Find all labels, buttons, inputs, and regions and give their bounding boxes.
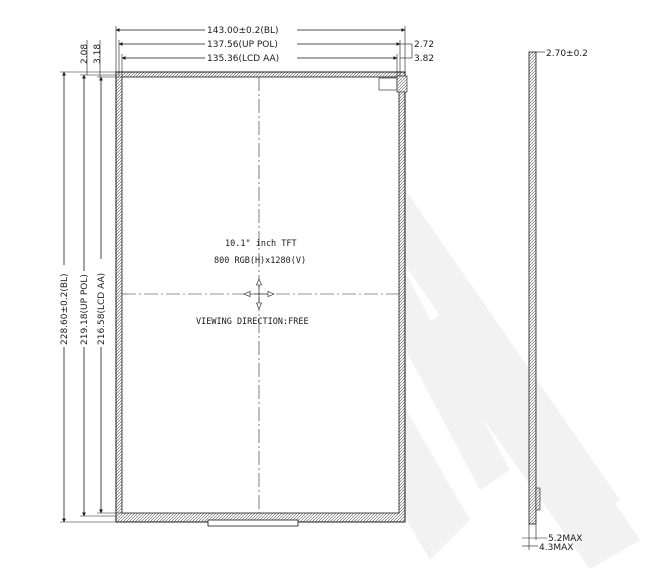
bl-width-label: 143.00±0.2(BL) bbox=[207, 26, 279, 36]
top-offset-1-label: 2.08 bbox=[80, 43, 90, 64]
right-offset-2-label: 3.82 bbox=[414, 54, 435, 64]
bl-height-label: 228.60±0.2(BL) bbox=[60, 273, 70, 345]
height-dimensions bbox=[58, 40, 122, 522]
viewing-direction-label: VIEWING DIRECTION:FREE bbox=[196, 317, 309, 327]
panel-size-label: 10.1" inch TFT bbox=[225, 239, 297, 249]
pol-height-label: 219.18(UP POL) bbox=[80, 274, 90, 345]
top-offset-2-label: 3.18 bbox=[93, 43, 103, 64]
pol-width-label: 137.56(UP POL) bbox=[207, 40, 278, 50]
front-view bbox=[116, 72, 407, 526]
width-dimensions bbox=[116, 24, 434, 77]
side-max-1-label: 5.2MAX bbox=[548, 534, 583, 544]
right-offset-1-label: 2.72 bbox=[414, 40, 435, 50]
aa-width-label: 135.36(LCD AA) bbox=[207, 54, 280, 64]
thickness-label: 2.70±0.2 bbox=[546, 49, 588, 59]
side-max-2-label: 4.3MAX bbox=[539, 543, 574, 553]
fpc-tab bbox=[208, 520, 298, 526]
panel-resolution-label: 800 RGB(H)x1280(V) bbox=[214, 256, 307, 266]
aa-height-label: 216.58(LCD AA) bbox=[97, 272, 107, 345]
corner-mark bbox=[379, 78, 397, 90]
side-profile bbox=[529, 52, 536, 524]
active-area bbox=[122, 77, 399, 513]
